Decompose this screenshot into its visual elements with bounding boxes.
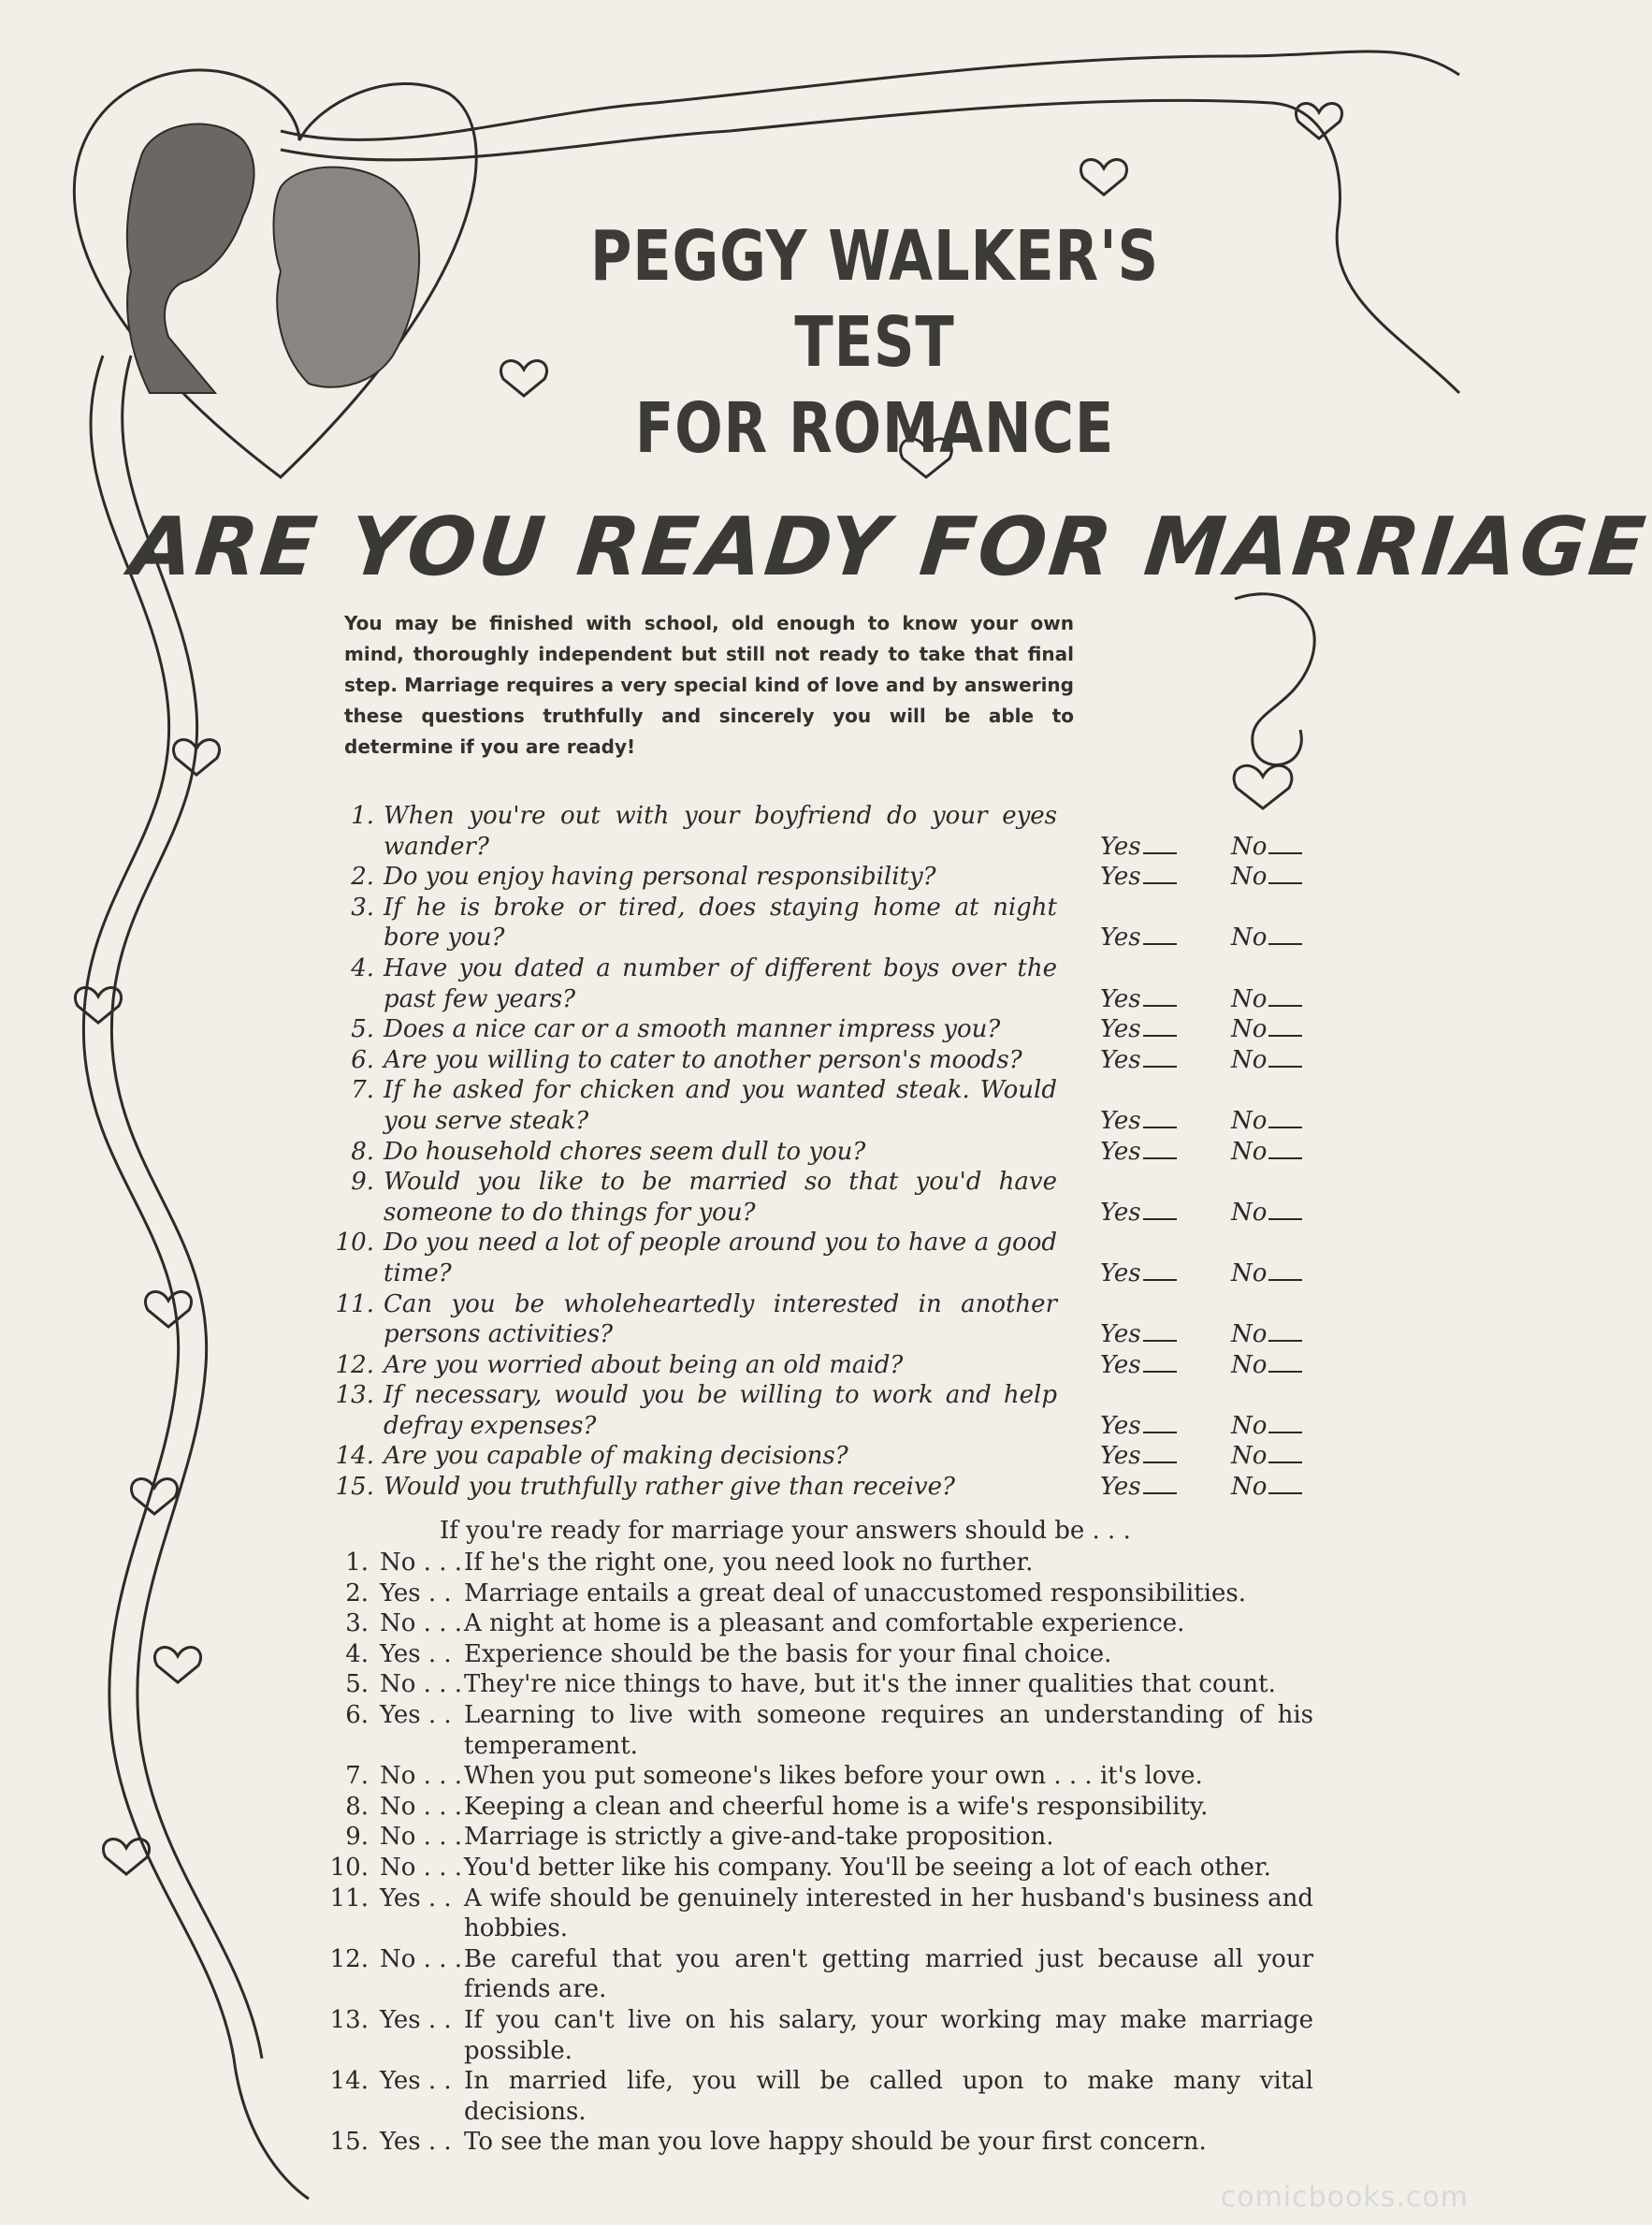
question-text: Are you worried about being an old maid? [384,1350,904,1379]
answer-item [329,1853,1313,1883]
yes-answer-blank[interactable] [1100,862,1177,893]
answer-text: If he's the right one, you need look no further. [464,1549,1034,1577]
answer-key: No . . . [380,1792,462,1821]
yes-label: Yes [1100,1015,1141,1044]
question-text: If he is broke or tired, does staying home at night bore you? [384,893,1057,953]
yes-label: Yes [1100,1350,1141,1379]
blank-line [1268,1218,1302,1220]
answer-text: You'd better like his company. You'll be seeing a lot of each other. [464,1853,1271,1882]
answer-number: 9. [345,1823,369,1852]
yes-label: Yes [1100,1137,1141,1166]
blank-line [1268,1279,1302,1281]
answer-number: 8. [345,1792,369,1821]
blank-line [1268,1432,1302,1433]
no-label: No [1231,1411,1268,1440]
blank-line [1268,882,1302,884]
answer-number: 15. [329,2128,369,2157]
answer-item [329,1792,1313,1823]
question-item [326,1289,1317,1350]
answer-item [329,1578,1313,1609]
answer-item [329,1700,1313,1761]
no-answer-blank[interactable] [1231,1106,1302,1137]
blank-line [1268,1005,1302,1007]
answer-key: No . . . [380,1944,462,1973]
question-item [326,1014,1317,1045]
kissing-couple-illustration [127,124,419,393]
question-item [326,1350,1317,1381]
answer-key: No . . . [380,1823,462,1852]
blank-line [1143,1035,1177,1037]
question-number: 8. [351,1137,374,1166]
yes-answer-blank[interactable] [1100,1319,1177,1350]
question-text: Are you willing to cater to another person's moods? [384,1045,1022,1074]
blank-line [1268,1127,1302,1128]
answer-number: 11. [329,1883,369,1912]
question-text: Would you truthfully rather give than receive? [384,1473,955,1502]
blank-line [1143,1371,1177,1373]
question-text: Do you need a lot of people around you to have a good time? [384,1229,1057,1287]
blank-line [1268,1035,1302,1037]
blank-line [1143,1218,1177,1220]
answer-text: Keeping a clean and cheerful home is a wife's responsibility. [464,1792,1209,1821]
blank-line [1143,1127,1177,1128]
question-item [326,862,1317,893]
no-label: No [1231,1106,1268,1135]
yes-label: Yes [1100,863,1141,892]
yes-answer-blank[interactable] [1100,1137,1177,1168]
answer-key: Yes . . [380,2005,452,2034]
question-item [326,1075,1317,1136]
answer-number: 13. [329,2005,369,2034]
yes-answer-blank[interactable] [1100,1258,1177,1289]
answer-text: In married life, you will be called upon to make many vital decisions. [464,2067,1313,2126]
yes-answer-blank[interactable] [1100,1472,1177,1503]
no-answer-blank[interactable] [1231,1137,1302,1168]
question-item [326,1137,1317,1168]
question-number: 2. [351,863,374,892]
answer-key: Yes . . [380,2128,452,2157]
question-text: Do you enjoy having personal responsibility? [384,863,936,892]
no-label: No [1231,923,1268,953]
question-text: Would you like to be married so that you'd have someone to do things for you? [384,1168,1057,1227]
left-ribbon-inner [111,356,262,2058]
heart-icon [500,361,546,396]
no-answer-blank[interactable] [1231,1319,1302,1350]
answer-item [329,1761,1313,1792]
no-answer-blank[interactable] [1231,832,1302,863]
no-label: No [1231,1258,1268,1287]
question-number: 11. [335,1289,374,1318]
answer-item [329,1822,1313,1853]
feature-heading [572,213,1178,472]
blank-line [1143,1340,1177,1342]
blank-line [1268,1462,1302,1463]
blank-line [1268,1066,1302,1068]
yes-answer-blank[interactable] [1100,984,1177,1015]
question-text: Does a nice car or a smooth manner impress you? [384,1015,1001,1044]
question-number: 12. [335,1350,374,1379]
question-item [326,1167,1317,1228]
answer-text: To see the man you love happy should be your first concern. [464,2128,1207,2157]
answer-text: They're nice things to have, but it's the inner qualities that count. [464,1670,1276,1699]
answer-number: 10. [329,1853,369,1882]
question-text: If he asked for chicken and you wanted steak. Would you serve steak? [384,1076,1057,1135]
no-label: No [1231,832,1268,861]
question-item [326,801,1317,862]
answer-number: 3. [345,1609,369,1638]
answer-number: 4. [345,1639,369,1668]
yes-answer-blank[interactable] [1100,1411,1177,1442]
question-item [326,893,1317,953]
answer-key: No . . . [380,1853,462,1882]
question-item [326,1045,1317,1076]
blank-line [1143,1005,1177,1007]
no-answer-blank[interactable] [1231,1014,1302,1045]
yes-answer-blank[interactable] [1100,1045,1177,1076]
questions-list [326,801,1317,1503]
yes-label: Yes [1100,1258,1141,1287]
question-item [326,1228,1317,1288]
question-item [326,1472,1317,1503]
no-label: No [1231,1473,1268,1502]
answer-key: Yes . . [380,1639,452,1668]
yes-label: Yes [1100,984,1141,1013]
answer-text: Experience should be the basis for your final choice. [464,1639,1112,1668]
question-number: 6. [351,1045,374,1074]
no-label: No [1231,1350,1268,1379]
no-answer-blank[interactable] [1231,1045,1302,1076]
heading-line-2: FOR ROMANCE [634,388,1115,469]
question-number: 4. [351,953,374,982]
no-answer-blank[interactable] [1231,1350,1302,1381]
heart-icon [154,1648,200,1682]
question-number: 7. [351,1076,374,1105]
yes-label: Yes [1100,1411,1141,1440]
answer-number: 6. [345,1700,369,1729]
answer-key: Yes . . [380,2067,452,2096]
blank-line [1143,1157,1177,1159]
answer-number: 12. [329,1944,369,1973]
question-number: 5. [351,1015,374,1044]
no-answer-blank[interactable] [1231,1258,1302,1289]
question-number: 1. [351,802,374,830]
intro-paragraph: You may be finished with school, old enough to know your own mind, thoroughly independent but still not ready to take that final step. Marriage requires a very special kind of love and by answering these questions truthfully and sincerely you will be able to determine if you are ready! [344,612,1074,758]
blank-line [1268,1492,1302,1494]
answer-key: Yes . . [380,1883,452,1912]
answer-item [329,2127,1313,2158]
blank-line [1143,1066,1177,1068]
heart-icon [1296,104,1341,138]
yes-answer-blank[interactable] [1100,1198,1177,1229]
yes-label: Yes [1100,1198,1141,1227]
question-number: 9. [351,1168,374,1197]
no-label: No [1231,1045,1268,1074]
answer-text: Marriage is strictly a give-and-take proposition. [464,1823,1054,1852]
heart-icon [145,1292,191,1327]
question-number: 14. [335,1442,374,1471]
yes-answer-blank[interactable] [1100,1350,1177,1381]
answer-text: A night at home is a pleasant and comfortable experience. [464,1609,1185,1638]
question-number: 10. [335,1229,374,1258]
answer-key: No . . . [380,1549,462,1577]
answers-intro: If you're ready for marriage your answers should be . . . [440,1517,1131,1545]
question-number: 13. [335,1381,374,1410]
answer-item [329,1548,1313,1578]
blank-line [1143,882,1177,884]
answer-key: Yes . . [380,1700,452,1729]
yes-label: Yes [1100,1320,1141,1349]
yes-answer-blank[interactable] [1100,923,1177,953]
question-number: 3. [351,893,374,922]
answer-key: No . . . [380,1609,462,1638]
question-text: When you're out with your boyfriend do your eyes wander? [384,802,1057,861]
blank-line [1143,943,1177,945]
yes-answer-blank[interactable] [1100,832,1177,863]
no-label: No [1231,1198,1268,1227]
yes-answer-blank[interactable] [1100,1441,1177,1472]
answer-number: 5. [345,1670,369,1699]
no-label: No [1231,1015,1268,1044]
answer-item [329,2005,1313,2066]
no-answer-blank[interactable] [1231,923,1302,953]
answer-text: When you put someone's likes before your own . . . it's love. [464,1762,1203,1791]
blank-line [1268,1371,1302,1373]
blank-line [1143,1492,1177,1494]
answer-text: Learning to live with someone requires an understanding of his temperament. [464,1700,1313,1760]
question-mark-ribbon [1235,594,1314,765]
question-item [326,1380,1317,1441]
question-item [326,1441,1317,1472]
answer-number: 2. [345,1578,369,1607]
answer-key: Yes . . [380,1578,452,1607]
blank-line [1143,1432,1177,1433]
answer-key: No . . . [380,1670,462,1699]
blank-line [1143,1279,1177,1281]
yes-answer-blank[interactable] [1100,1014,1177,1045]
answer-number: 1. [345,1549,369,1577]
question-item [326,953,1317,1014]
yes-label: Yes [1100,923,1141,953]
no-answer-blank[interactable] [1231,862,1302,893]
blank-line [1268,1340,1302,1342]
watermark: comicbooks.com [1220,2181,1469,2214]
no-label: No [1231,863,1268,892]
answer-text: Be careful that you aren't getting married just because all your friends are. [464,1944,1313,2004]
no-label: No [1231,1320,1268,1349]
yes-label: Yes [1100,1045,1141,1074]
no-label: No [1231,984,1268,1013]
no-label: No [1231,1442,1268,1471]
question-text: Are you capable of making decisions? [384,1442,848,1471]
yes-label: Yes [1100,1442,1141,1471]
answer-key: No . . . [380,1762,462,1791]
blank-line [1268,943,1302,945]
answer-item [329,1608,1313,1639]
no-answer-blank[interactable] [1231,1441,1302,1472]
question-text: Do household chores seem dull to you? [384,1137,866,1166]
blank-line [1143,1462,1177,1463]
yes-answer-blank[interactable] [1100,1106,1177,1137]
no-answer-blank[interactable] [1231,1198,1302,1229]
question-text: Have you dated a number of different boys over the past few years? [384,953,1057,1013]
yes-label: Yes [1100,1473,1141,1502]
no-answer-blank[interactable] [1231,984,1302,1015]
main-title: ARE YOU READY FOR MARRIAGE [125,501,1652,594]
answer-number: 14. [329,2067,369,2096]
heading-line-1: PEGGY WALKER'S TEST [589,216,1160,383]
question-number: 15. [335,1473,374,1502]
answer-item [329,1669,1313,1700]
question-text: If necessary, would you be willing to work and help defray expenses? [384,1381,1057,1440]
answer-text: Marriage entails a great deal of unaccustomed responsibilities. [464,1578,1246,1607]
answer-item [329,1883,1313,1944]
answer-item [329,1639,1313,1670]
no-answer-blank[interactable] [1231,1472,1302,1503]
blank-line [1268,1157,1302,1159]
no-label: No [1231,1137,1268,1166]
answer-item [329,2066,1313,2127]
blank-line [1268,852,1302,854]
yes-label: Yes [1100,1106,1141,1135]
answer-text: A wife should be genuinely interested in her husband's business and hobbies. [464,1883,1313,1943]
heart-icon [1080,160,1126,195]
blank-line [1143,852,1177,854]
answers-list [329,1548,1313,2158]
answer-item [329,1944,1313,2005]
answer-number: 7. [345,1762,369,1791]
question-text: Can you be wholeheartedly interested in another persons activities? [384,1289,1057,1349]
no-answer-blank[interactable] [1231,1411,1302,1442]
answer-text: If you can't live on his salary, your working may make marriage possible. [464,2005,1313,2065]
yes-label: Yes [1100,832,1141,861]
